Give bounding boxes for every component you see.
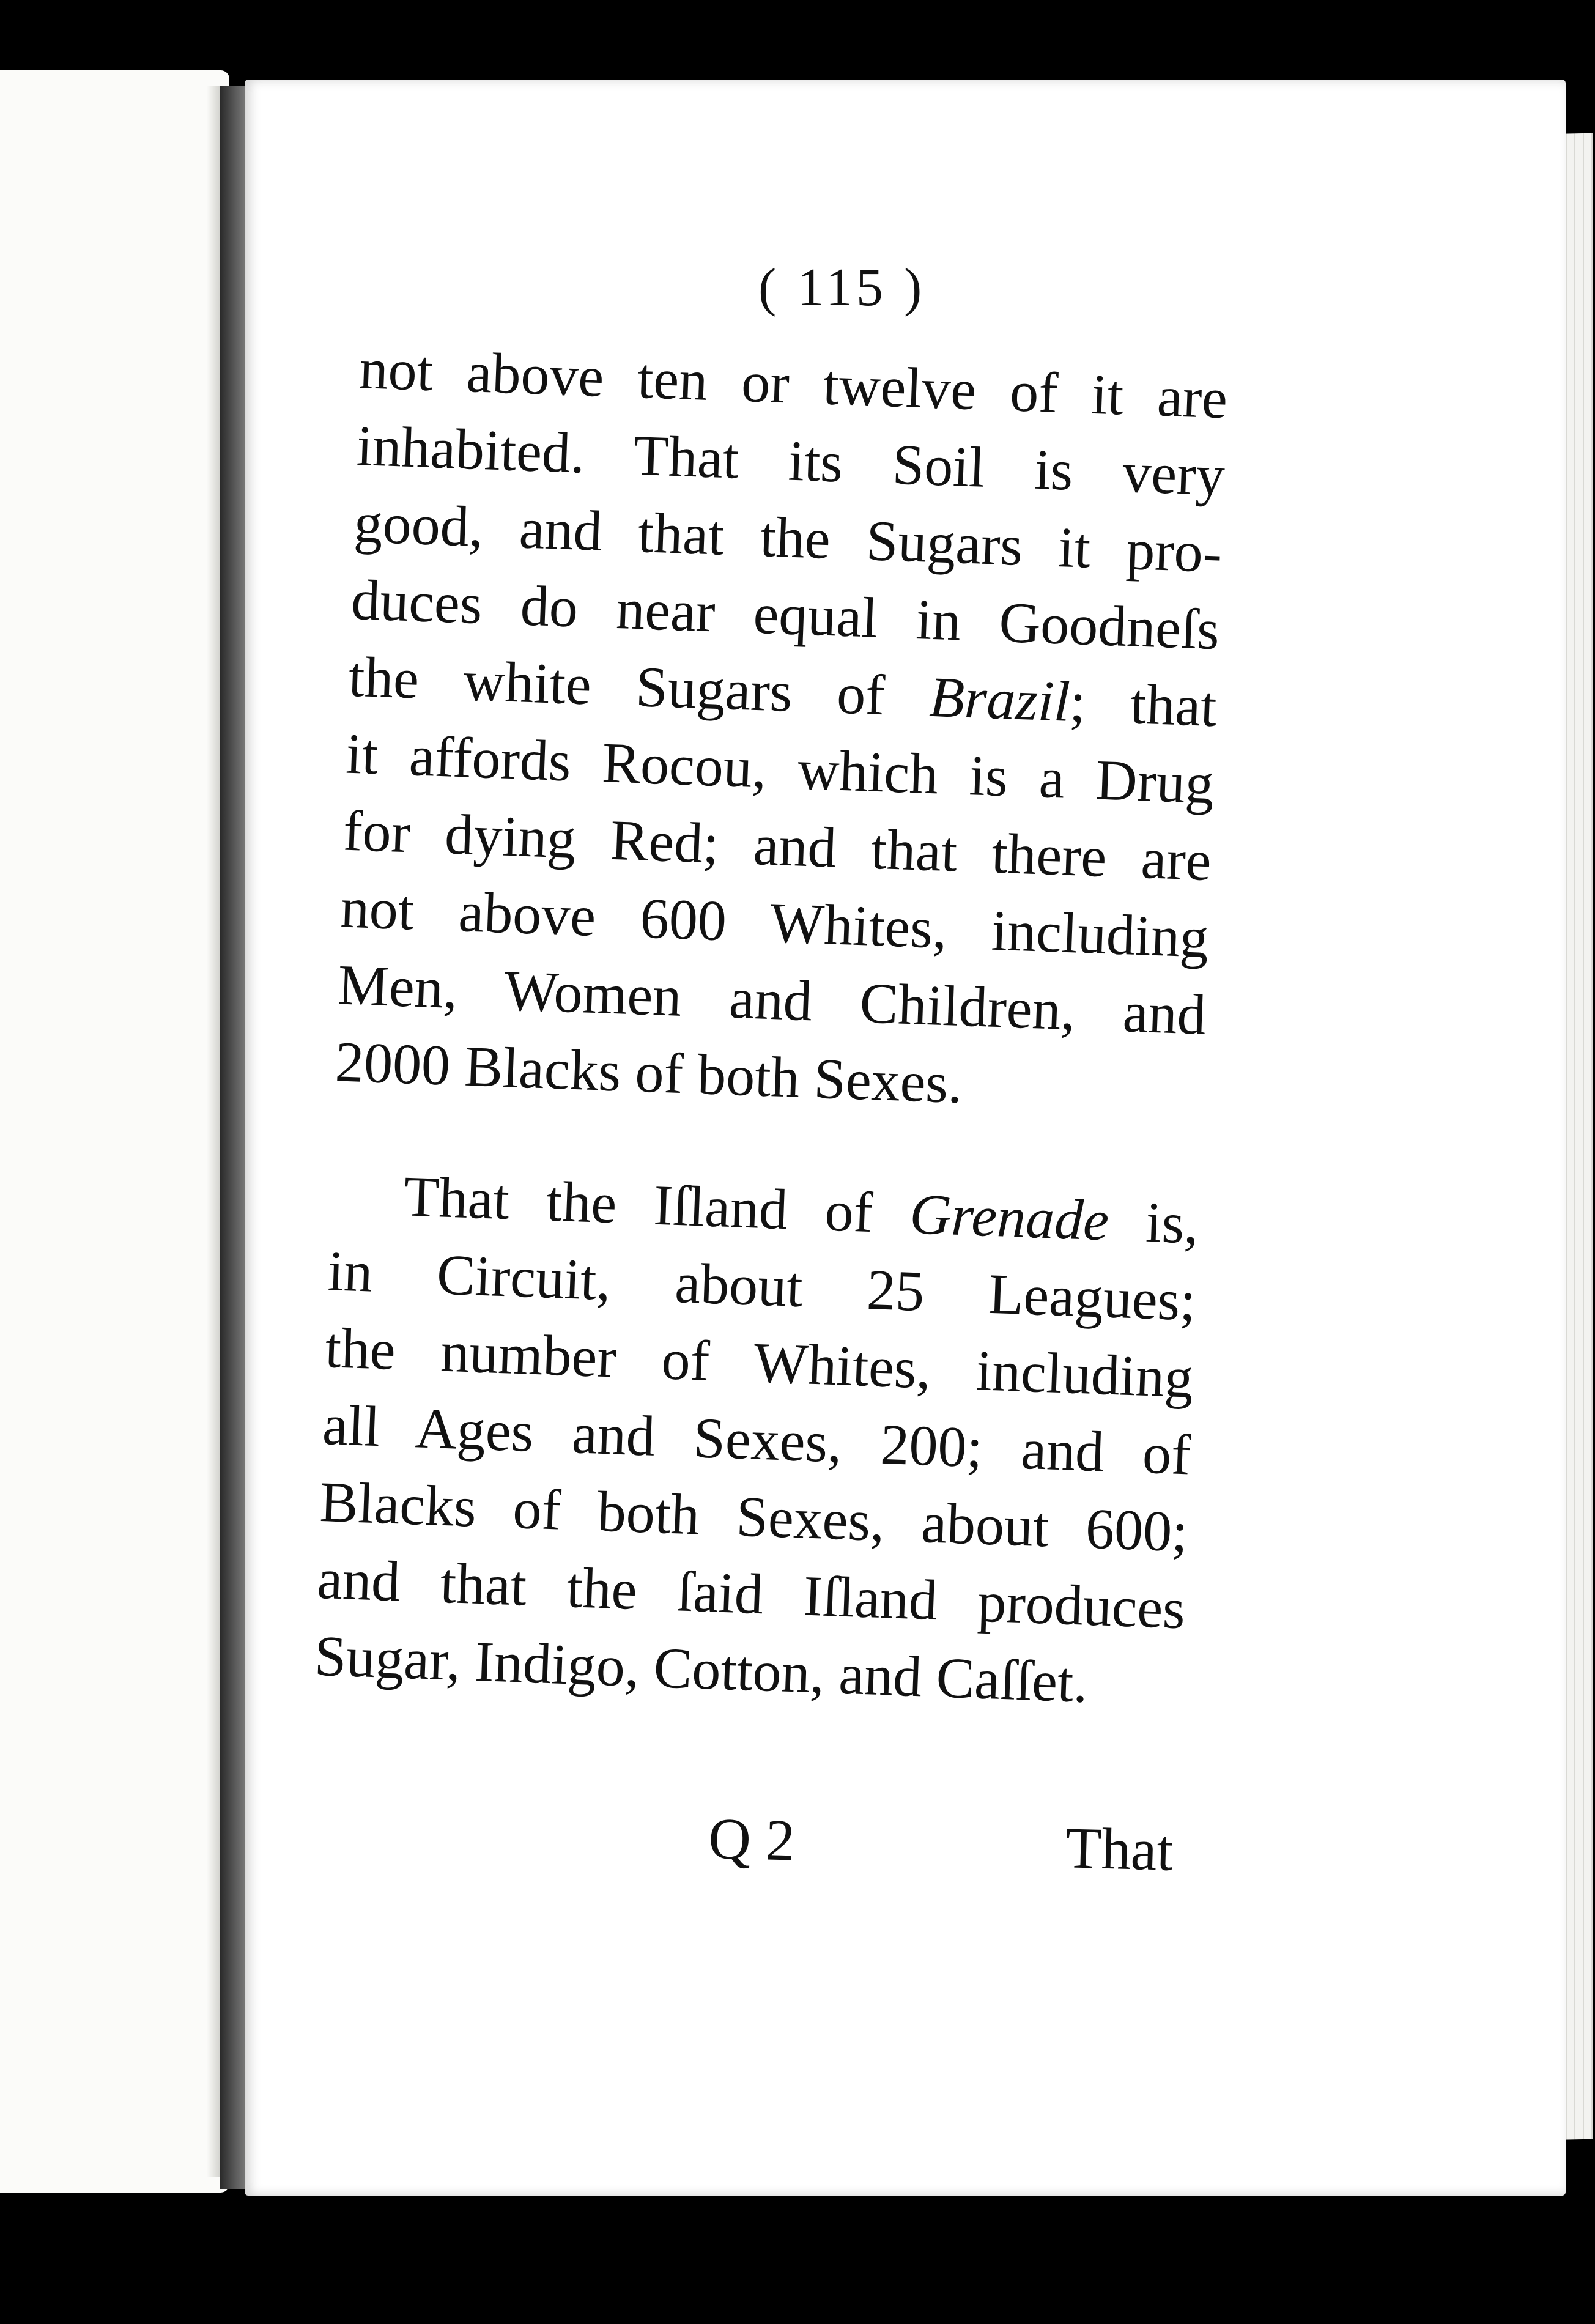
text-line: it affords Rocou, which is a Drug <box>344 722 1215 816</box>
text-line: inhabited. That its Soil is very <box>355 413 1226 508</box>
signature-mark: Q 2 <box>708 1805 796 1873</box>
page-footer <box>708 1804 1174 1884</box>
text-run: ; that <box>1068 670 1218 739</box>
text-line: Men, Women and Children, and <box>336 953 1207 1047</box>
text-line: 2000 Blacks of both Sexes. <box>334 1030 964 1116</box>
text-line: and that the ſaid Iſland produces <box>316 1547 1186 1641</box>
paragraph-2 <box>313 1155 1200 1725</box>
text-run: That the Iſland of <box>402 1164 874 1245</box>
text-run: the white Sugars of <box>347 645 886 728</box>
text-line: Blacks of both Sexes, about 600; <box>319 1470 1190 1564</box>
text-line: not above ten or twelve of it are <box>358 336 1229 431</box>
text-line: the number of Whites, including <box>324 1316 1194 1410</box>
catchword: That <box>1065 1815 1174 1883</box>
text-line: duces do near equal in Goodneſs <box>350 568 1221 662</box>
text-line: good, and that the Sugars it pro- <box>353 490 1223 585</box>
page-number: ( 115 ) <box>758 258 926 317</box>
text-line: Sugar, Indigo, Cotton, and Caſſet. <box>313 1624 1089 1715</box>
italic-place-name: Brazil <box>928 665 1071 734</box>
text-line: for dying Red; and that there are <box>342 799 1213 894</box>
text-line: not above 600 Whites, including <box>339 876 1210 970</box>
body-text <box>313 330 1229 1725</box>
text-run: is, <box>1144 1190 1200 1256</box>
left-page <box>0 70 229 2193</box>
text-line: in Circuit, about 25 Leagues; <box>327 1239 1197 1333</box>
text-line: all Ages and Sexes, 200; and of <box>321 1393 1192 1487</box>
paragraph-1 <box>334 330 1229 1131</box>
italic-place-name: Grenade <box>908 1182 1110 1253</box>
